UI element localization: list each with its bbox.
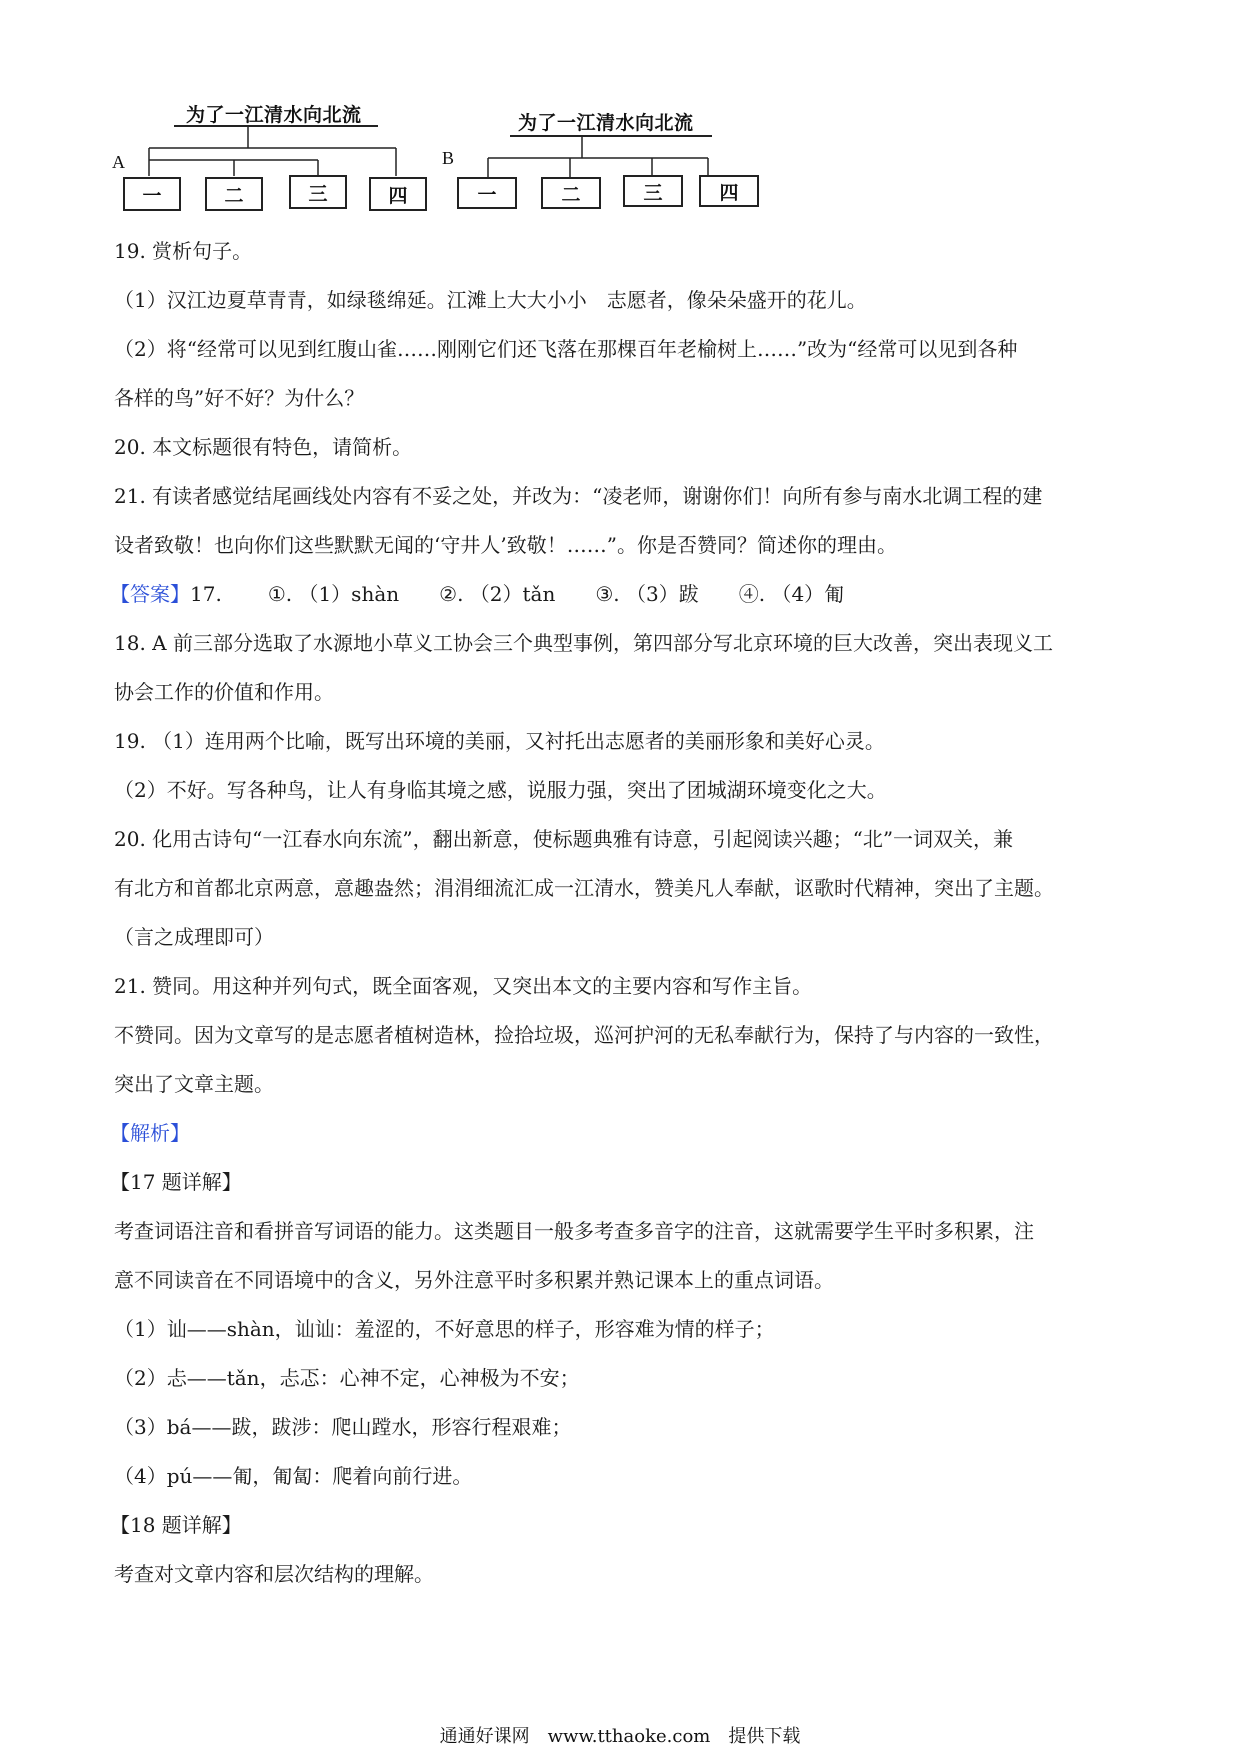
analysis-17-item-2: （2）忐——tǎn，忐忑：心神不定，心神极为不安； bbox=[114, 1366, 580, 1390]
diagram-b-box-4: 四 bbox=[719, 182, 739, 204]
analysis-17-item-3: （3）bá——跋，跋涉：爬山蹚水，形容行程艰难； bbox=[114, 1415, 572, 1439]
analysis-17-heading: 【17 题详解】 bbox=[110, 1170, 242, 1194]
answer-20-note: （言之成理即可） bbox=[114, 925, 274, 949]
answer-item-3: ③. （3）跋 bbox=[595, 582, 699, 606]
analysis-17-item-1: （1）讪——shàn，讪讪：羞涩的，不好意思的样子，形容难为情的样子； bbox=[114, 1317, 775, 1341]
diagram-a-box-1: 一 bbox=[142, 185, 162, 207]
diagram-b-label: B bbox=[442, 148, 455, 168]
answer-20-cont: 有北方和首都北京两意，意趣盎然；涓涓细流汇成一江清水，赞美凡人奉献，讴歌时代精神，突出了主题。 bbox=[114, 876, 1054, 900]
answer-17-line bbox=[110, 580, 844, 608]
diagram-a-title: 为了一江清水向北流 bbox=[186, 104, 362, 126]
answer-21-disagree: 不赞同。因为文章写的是志愿者植树造林，捡拾垃圾，巡河护河的无私奉献行为，保持了与内容的一致性， bbox=[114, 1023, 1054, 1047]
answer-item-1: ①. （1）shàn bbox=[267, 582, 400, 606]
diagram-b-title: 为了一江清水向北流 bbox=[518, 112, 694, 134]
analysis-tag: 【解析】 bbox=[110, 1121, 190, 1145]
diagram-b-box-1: 一 bbox=[477, 184, 497, 206]
answer-19-part-2: （2）不好。写各种鸟，让人有身临其境之感，说服力强，突出了团城湖环境变化之大。 bbox=[114, 778, 887, 802]
diagram-a-box-4: 四 bbox=[388, 185, 408, 207]
diagram-b-box-2: 二 bbox=[561, 184, 581, 206]
answer-18: 18. A 前三部分选取了水源地小草义工协会三个典型事例，第四部分写北京环境的巨大改善，突出表现义工 bbox=[114, 631, 1053, 655]
question-20: 20. 本文标题很有特色，请简析。 bbox=[114, 435, 413, 459]
question-21: 21. 有读者感觉结尾画线处内容有不妥之处，并改为：“凌老师，谢谢你们！向所有参与南水北调工程的建 bbox=[114, 484, 1043, 508]
diagram-a-box-2: 二 bbox=[224, 185, 244, 207]
analysis-18-heading: 【18 题详解】 bbox=[110, 1513, 242, 1537]
analysis-17-body: 考查词语注音和看拼音写词语的能力。这类题目一般多考查多音字的注音，这就需要学生平时多积累，注 bbox=[114, 1219, 1034, 1243]
analysis-18-body: 考查对文章内容和层次结构的理解。 bbox=[114, 1562, 434, 1586]
question-19-part-1: （1）汉江边夏草青青，如绿毯绵延。江滩上大大小小 志愿者，像朵朵盛开的花儿。 bbox=[114, 288, 867, 312]
page-footer: 通通好课网 www.tthaoke.com 提供下载 bbox=[439, 1726, 801, 1747]
answer-item-2: ②. （2）tǎn bbox=[439, 582, 556, 606]
question-19-title: 19. 赏析句子。 bbox=[114, 239, 253, 263]
structure-diagram-b bbox=[442, 104, 772, 214]
answer-21-disagree-cont: 突出了文章主题。 bbox=[114, 1072, 274, 1096]
analysis-17-item-4: （4）pú——匍，匍匐：爬着向前行进。 bbox=[114, 1464, 473, 1488]
answer-item-4: ④. （4）匍 bbox=[738, 582, 845, 606]
answer-tag: 【答案】 bbox=[110, 582, 190, 606]
answer-20: 20. 化用古诗句“一江春水向东流”，翻出新意，使标题典雅有诗意，引起阅读兴趣；“北”一词双关，兼 bbox=[114, 827, 1014, 851]
question-21-cont: 设者致敬！也向你们这些默默无闻的‘守井人’致敬！……”。你是否赞同？简述你的理由。 bbox=[114, 533, 897, 557]
answer-21-agree: 21. 赞同。用这种并列句式，既全面客观，又突出本文的主要内容和写作主旨。 bbox=[114, 974, 813, 998]
answer-19-part-1: 19. （1）连用两个比喻，既写出环境的美丽，又衬托出志愿者的美丽形象和美好心灵。 bbox=[114, 729, 885, 753]
answer-number: 17. bbox=[190, 582, 222, 606]
diagram-a-box-3: 三 bbox=[308, 183, 328, 205]
question-19-part-2-cont: 各样的鸟”好不好？为什么？ bbox=[114, 386, 365, 410]
diagram-b-box-3: 三 bbox=[643, 182, 663, 204]
analysis-17-body-cont: 意不同读音在不同语境中的含义，另外注意平时多积累并熟记课本上的重点词语。 bbox=[114, 1268, 834, 1292]
answer-18-cont: 协会工作的价值和作用。 bbox=[114, 680, 334, 704]
structure-diagram-a bbox=[108, 96, 438, 226]
diagram-a-label: A bbox=[112, 152, 125, 172]
question-19-part-2: （2）将“经常可以见到红腹山雀……刚刚它们还飞落在那棵百年老榆树上……”改为“经常可以见到各种 bbox=[114, 337, 1018, 361]
